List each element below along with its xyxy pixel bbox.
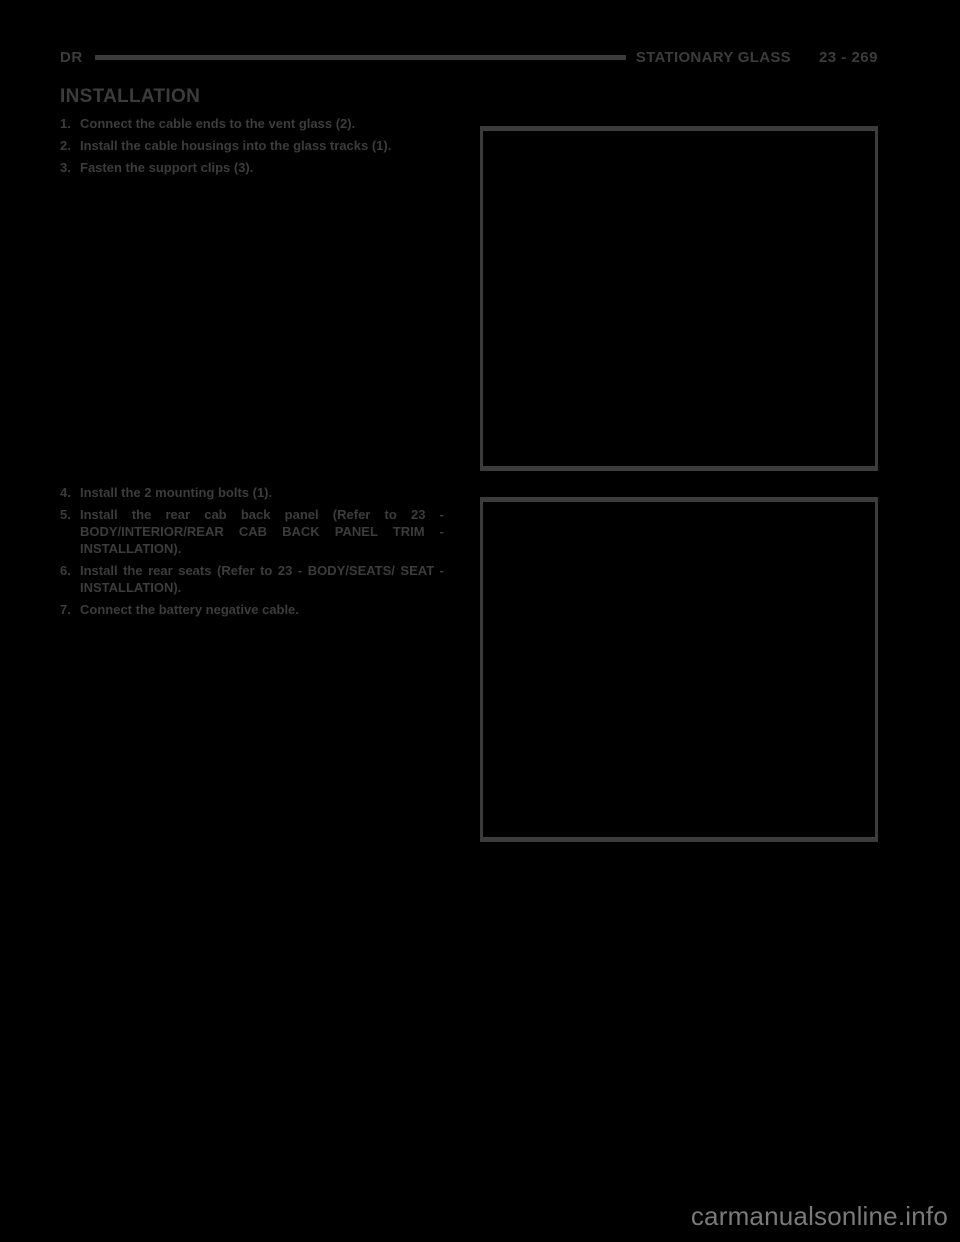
step-item (60, 562, 444, 596)
step-item (60, 159, 444, 176)
step-text: Install the 2 mounting bolts (1). (80, 485, 273, 500)
step-text: Install the rear cab back panel (Refer to 23 - BODY/INTERIOR/REAR CAB BACK PANEL TRIM - INSTALLATION). (80, 507, 444, 556)
step-item (60, 137, 444, 154)
page-title: INSTALLATION (60, 86, 201, 107)
header-rule (95, 55, 626, 60)
section-title: STATIONARY GLASS (635, 48, 791, 66)
figure-illustration-1 (480, 126, 878, 471)
step-number: 2. (60, 138, 71, 153)
step-item (60, 115, 444, 132)
page-number: 23 - 269 (818, 48, 878, 66)
step-text: Connect the battery negative cable. (80, 602, 299, 617)
watermark-link[interactable]: carmanualsonline.info (690, 1201, 948, 1231)
step-text: Install the rear seats (Refer to 23 - BODY/SEATS/ SEAT - INSTALLATION). (80, 563, 444, 595)
step-number: 1. (60, 116, 71, 131)
step-text: Fasten the support clips (3). (80, 160, 254, 175)
step-number: 7. (60, 602, 71, 617)
figure-illustration-2 (480, 497, 878, 842)
step-text: Install the cable housings into the glass tracks (1). (80, 138, 392, 153)
step-item (60, 601, 444, 618)
model-code: DR (60, 48, 83, 66)
page-header (60, 46, 878, 68)
step-number: 6. (60, 563, 71, 578)
step-text: Connect the cable ends to the vent glass (2). (80, 116, 356, 131)
step-number: 5. (60, 507, 71, 522)
step-number: 4. (60, 485, 71, 500)
step-item (60, 484, 444, 501)
step-item (60, 506, 444, 557)
step-number: 3. (60, 160, 71, 175)
steps-list-1 (60, 115, 444, 181)
steps-list-2 (60, 484, 444, 623)
